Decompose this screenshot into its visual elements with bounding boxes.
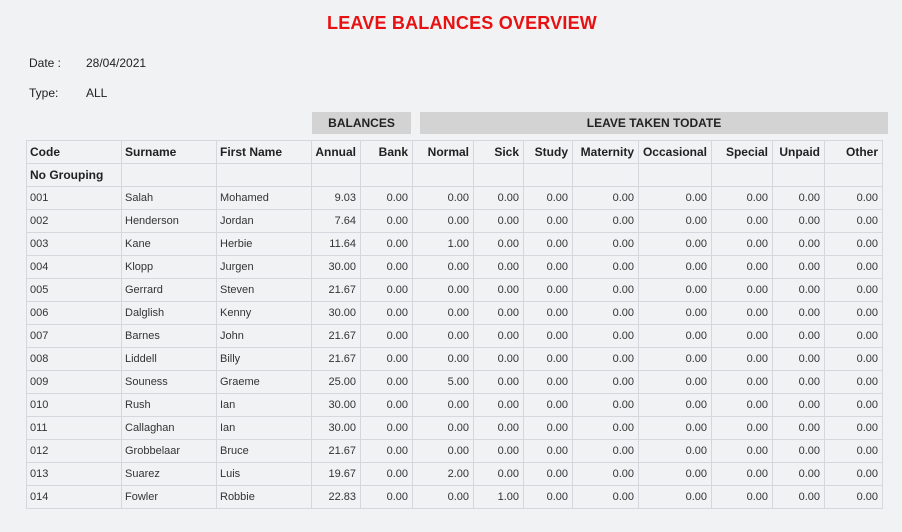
cell-maternity: 0.00 — [573, 394, 639, 417]
cell-sick: 0.00 — [474, 233, 524, 256]
cell-occasional: 0.00 — [639, 187, 712, 210]
cell-surname: Gerrard — [122, 279, 217, 302]
cell-normal: 2.00 — [413, 463, 474, 486]
cell-occasional: 0.00 — [639, 348, 712, 371]
cell-first-name: Kenny — [217, 302, 312, 325]
cell-study: 0.00 — [524, 233, 573, 256]
cell-surname: Dalglish — [122, 302, 217, 325]
cell-occasional: 0.00 — [639, 256, 712, 279]
cell-other: 0.00 — [825, 348, 883, 371]
cell-sick: 0.00 — [474, 348, 524, 371]
cell-sick: 0.00 — [474, 325, 524, 348]
column-header-surname: Surname — [122, 141, 217, 164]
cell-unpaid: 0.00 — [773, 486, 825, 509]
cell-normal: 0.00 — [413, 210, 474, 233]
cell-first-name: Graeme — [217, 371, 312, 394]
cell-code: 003 — [27, 233, 122, 256]
cell-other: 0.00 — [825, 302, 883, 325]
cell-annual: 25.00 — [312, 371, 361, 394]
cell-normal: 0.00 — [413, 187, 474, 210]
type-label: Type: — [29, 86, 59, 100]
cell-maternity: 0.00 — [573, 325, 639, 348]
cell-other: 0.00 — [825, 256, 883, 279]
cell-sick: 0.00 — [474, 440, 524, 463]
cell-code: 006 — [27, 302, 122, 325]
cell-special: 0.00 — [712, 279, 773, 302]
cell-bank: 0.00 — [361, 210, 413, 233]
cell-first-name: Mohamed — [217, 187, 312, 210]
date-row — [29, 56, 146, 70]
cell-maternity: 0.00 — [573, 371, 639, 394]
cell-occasional: 0.00 — [639, 233, 712, 256]
cell-code: 004 — [27, 256, 122, 279]
cell-sick: 0.00 — [474, 302, 524, 325]
cell-other: 0.00 — [825, 486, 883, 509]
cell-surname: Grobbelaar — [122, 440, 217, 463]
cell-study: 0.00 — [524, 417, 573, 440]
cell-special: 0.00 — [712, 256, 773, 279]
cell-code: 012 — [27, 440, 122, 463]
cell-surname: Salah — [122, 187, 217, 210]
cell-surname: Callaghan — [122, 417, 217, 440]
cell-special: 0.00 — [712, 371, 773, 394]
cell-sick: 0.00 — [474, 371, 524, 394]
table-row — [27, 187, 883, 210]
cell-special: 0.00 — [712, 187, 773, 210]
cell-study: 0.00 — [524, 210, 573, 233]
table-row — [27, 463, 883, 486]
table-row — [27, 371, 883, 394]
cell-maternity: 0.00 — [573, 256, 639, 279]
column-header-first-name: First Name — [217, 141, 312, 164]
cell-annual: 30.00 — [312, 417, 361, 440]
cell-special: 0.00 — [712, 417, 773, 440]
cell-study: 0.00 — [524, 302, 573, 325]
table-row — [27, 302, 883, 325]
cell-first-name: John — [217, 325, 312, 348]
cell-study: 0.00 — [524, 463, 573, 486]
cell-unpaid: 0.00 — [773, 233, 825, 256]
grouping-row — [27, 164, 883, 187]
date-value: 28/04/2021 — [86, 56, 147, 70]
table-body — [27, 164, 883, 509]
cell-first-name: Bruce — [217, 440, 312, 463]
cell-occasional: 0.00 — [639, 325, 712, 348]
cell-occasional: 0.00 — [639, 279, 712, 302]
cell-code: 010 — [27, 394, 122, 417]
column-header-occasional: Occasional — [639, 141, 712, 164]
cell-sick: 0.00 — [474, 394, 524, 417]
cell-sick: 0.00 — [474, 210, 524, 233]
cell-unpaid: 0.00 — [773, 187, 825, 210]
cell-occasional: 0.00 — [639, 463, 712, 486]
cell-normal: 0.00 — [413, 302, 474, 325]
cell-first-name: Luis — [217, 463, 312, 486]
cell-special: 0.00 — [712, 325, 773, 348]
cell-bank: 0.00 — [361, 325, 413, 348]
cell-bank: 0.00 — [361, 440, 413, 463]
column-header-study: Study — [524, 141, 573, 164]
cell-first-name: Jurgen — [217, 256, 312, 279]
date-label: Date : — [29, 56, 62, 70]
cell-maternity: 0.00 — [573, 463, 639, 486]
cell-other: 0.00 — [825, 463, 883, 486]
cell-code: 011 — [27, 417, 122, 440]
cell-bank: 0.00 — [361, 279, 413, 302]
cell-other: 0.00 — [825, 440, 883, 463]
cell-annual: 22.83 — [312, 486, 361, 509]
cell-special: 0.00 — [712, 348, 773, 371]
cell-bank: 0.00 — [361, 486, 413, 509]
cell-surname: Kane — [122, 233, 217, 256]
cell-special: 0.00 — [712, 233, 773, 256]
cell-code: 009 — [27, 371, 122, 394]
cell-special: 0.00 — [712, 486, 773, 509]
column-header-normal: Normal — [413, 141, 474, 164]
leave-taken-group-header: LEAVE TAKEN TODATE — [420, 112, 888, 134]
cell-bank: 0.00 — [361, 302, 413, 325]
cell-annual: 21.67 — [312, 440, 361, 463]
cell-sick: 1.00 — [474, 486, 524, 509]
cell-annual: 21.67 — [312, 279, 361, 302]
cell-unpaid: 0.00 — [773, 348, 825, 371]
cell-sick: 0.00 — [474, 187, 524, 210]
cell-sick: 0.00 — [474, 256, 524, 279]
cell-occasional: 0.00 — [639, 371, 712, 394]
cell-surname: Fowler — [122, 486, 217, 509]
cell-unpaid: 0.00 — [773, 302, 825, 325]
cell-surname: Souness — [122, 371, 217, 394]
cell-sick: 0.00 — [474, 279, 524, 302]
report-title: LEAVE BALANCES OVERVIEW — [327, 13, 597, 33]
cell-bank: 0.00 — [361, 463, 413, 486]
cell-occasional: 0.00 — [639, 394, 712, 417]
cell-maternity: 0.00 — [573, 486, 639, 509]
column-header-bank: Bank — [361, 141, 413, 164]
cell-unpaid: 0.00 — [773, 394, 825, 417]
cell-study: 0.00 — [524, 325, 573, 348]
cell-surname: Liddell — [122, 348, 217, 371]
cell-first-name: Robbie — [217, 486, 312, 509]
table-row — [27, 394, 883, 417]
cell-annual: 19.67 — [312, 463, 361, 486]
table-row — [27, 486, 883, 509]
cell-code: 007 — [27, 325, 122, 348]
cell-maternity: 0.00 — [573, 348, 639, 371]
cell-first-name: Jordan — [217, 210, 312, 233]
cell-first-name: Herbie — [217, 233, 312, 256]
table-row — [27, 279, 883, 302]
column-header-sick: Sick — [474, 141, 524, 164]
cell-other: 0.00 — [825, 210, 883, 233]
cell-bank: 0.00 — [361, 348, 413, 371]
table-row — [27, 348, 883, 371]
cell-bank: 0.00 — [361, 256, 413, 279]
cell-annual: 21.67 — [312, 348, 361, 371]
cell-other: 0.00 — [825, 187, 883, 210]
cell-other: 0.00 — [825, 394, 883, 417]
cell-sick: 0.00 — [474, 463, 524, 486]
cell-normal: 5.00 — [413, 371, 474, 394]
column-header-unpaid: Unpaid — [773, 141, 825, 164]
cell-maternity: 0.00 — [573, 233, 639, 256]
column-header-code: Code — [27, 141, 122, 164]
cell-surname: Rush — [122, 394, 217, 417]
cell-first-name: Billy — [217, 348, 312, 371]
cell-maternity: 0.00 — [573, 417, 639, 440]
cell-unpaid: 0.00 — [773, 463, 825, 486]
cell-annual: 21.67 — [312, 325, 361, 348]
cell-unpaid: 0.00 — [773, 210, 825, 233]
cell-normal: 0.00 — [413, 394, 474, 417]
column-header-special: Special — [712, 141, 773, 164]
cell-annual: 30.00 — [312, 302, 361, 325]
type-value: ALL — [86, 86, 108, 100]
cell-surname: Barnes — [122, 325, 217, 348]
cell-special: 0.00 — [712, 394, 773, 417]
cell-unpaid: 0.00 — [773, 371, 825, 394]
column-header-annual: Annual — [312, 141, 361, 164]
cell-study: 0.00 — [524, 187, 573, 210]
cell-other: 0.00 — [825, 279, 883, 302]
cell-unpaid: 0.00 — [773, 440, 825, 463]
cell-normal: 1.00 — [413, 233, 474, 256]
cell-surname: Suarez — [122, 463, 217, 486]
cell-annual: 9.03 — [312, 187, 361, 210]
cell-occasional: 0.00 — [639, 440, 712, 463]
table-row — [27, 325, 883, 348]
table-row — [27, 210, 883, 233]
cell-normal: 0.00 — [413, 486, 474, 509]
cell-occasional: 0.00 — [639, 302, 712, 325]
cell-other: 0.00 — [825, 417, 883, 440]
cell-special: 0.00 — [712, 302, 773, 325]
cell-first-name: Ian — [217, 394, 312, 417]
cell-study: 0.00 — [524, 279, 573, 302]
cell-code: 002 — [27, 210, 122, 233]
cell-bank: 0.00 — [361, 417, 413, 440]
cell-unpaid: 0.00 — [773, 417, 825, 440]
table-row — [27, 440, 883, 463]
cell-bank: 0.00 — [361, 187, 413, 210]
table-row — [27, 417, 883, 440]
cell-study: 0.00 — [524, 440, 573, 463]
grouping-label: No Grouping — [27, 164, 122, 187]
column-header-other: Other — [825, 141, 883, 164]
table-row — [27, 233, 883, 256]
leave-balances-table — [26, 140, 883, 509]
cell-maternity: 0.00 — [573, 210, 639, 233]
cell-normal: 0.00 — [413, 348, 474, 371]
column-header-maternity: Maternity — [573, 141, 639, 164]
cell-maternity: 0.00 — [573, 279, 639, 302]
cell-special: 0.00 — [712, 440, 773, 463]
cell-code: 005 — [27, 279, 122, 302]
cell-study: 0.00 — [524, 348, 573, 371]
cell-annual: 11.64 — [312, 233, 361, 256]
cell-maternity: 0.00 — [573, 440, 639, 463]
cell-maternity: 0.00 — [573, 187, 639, 210]
cell-unpaid: 0.00 — [773, 256, 825, 279]
cell-unpaid: 0.00 — [773, 325, 825, 348]
cell-normal: 0.00 — [413, 440, 474, 463]
cell-study: 0.00 — [524, 371, 573, 394]
cell-annual: 7.64 — [312, 210, 361, 233]
cell-surname: Klopp — [122, 256, 217, 279]
cell-study: 0.00 — [524, 486, 573, 509]
cell-other: 0.00 — [825, 233, 883, 256]
cell-other: 0.00 — [825, 325, 883, 348]
cell-bank: 0.00 — [361, 371, 413, 394]
cell-code: 008 — [27, 348, 122, 371]
cell-study: 0.00 — [524, 256, 573, 279]
cell-code: 001 — [27, 187, 122, 210]
table-row — [27, 256, 883, 279]
cell-normal: 0.00 — [413, 279, 474, 302]
type-row — [29, 86, 107, 100]
cell-special: 0.00 — [712, 210, 773, 233]
cell-bank: 0.00 — [361, 394, 413, 417]
cell-sick: 0.00 — [474, 417, 524, 440]
cell-first-name: Steven — [217, 279, 312, 302]
balances-group-header: BALANCES — [312, 112, 411, 134]
cell-annual: 30.00 — [312, 394, 361, 417]
cell-bank: 0.00 — [361, 233, 413, 256]
cell-normal: 0.00 — [413, 417, 474, 440]
cell-normal: 0.00 — [413, 325, 474, 348]
cell-first-name: Ian — [217, 417, 312, 440]
cell-unpaid: 0.00 — [773, 279, 825, 302]
cell-special: 0.00 — [712, 463, 773, 486]
cell-normal: 0.00 — [413, 256, 474, 279]
cell-study: 0.00 — [524, 394, 573, 417]
cell-occasional: 0.00 — [639, 210, 712, 233]
cell-code: 014 — [27, 486, 122, 509]
cell-occasional: 0.00 — [639, 486, 712, 509]
cell-annual: 30.00 — [312, 256, 361, 279]
cell-occasional: 0.00 — [639, 417, 712, 440]
table-header-row — [27, 141, 883, 164]
cell-maternity: 0.00 — [573, 302, 639, 325]
cell-other: 0.00 — [825, 371, 883, 394]
cell-code: 013 — [27, 463, 122, 486]
cell-surname: Henderson — [122, 210, 217, 233]
